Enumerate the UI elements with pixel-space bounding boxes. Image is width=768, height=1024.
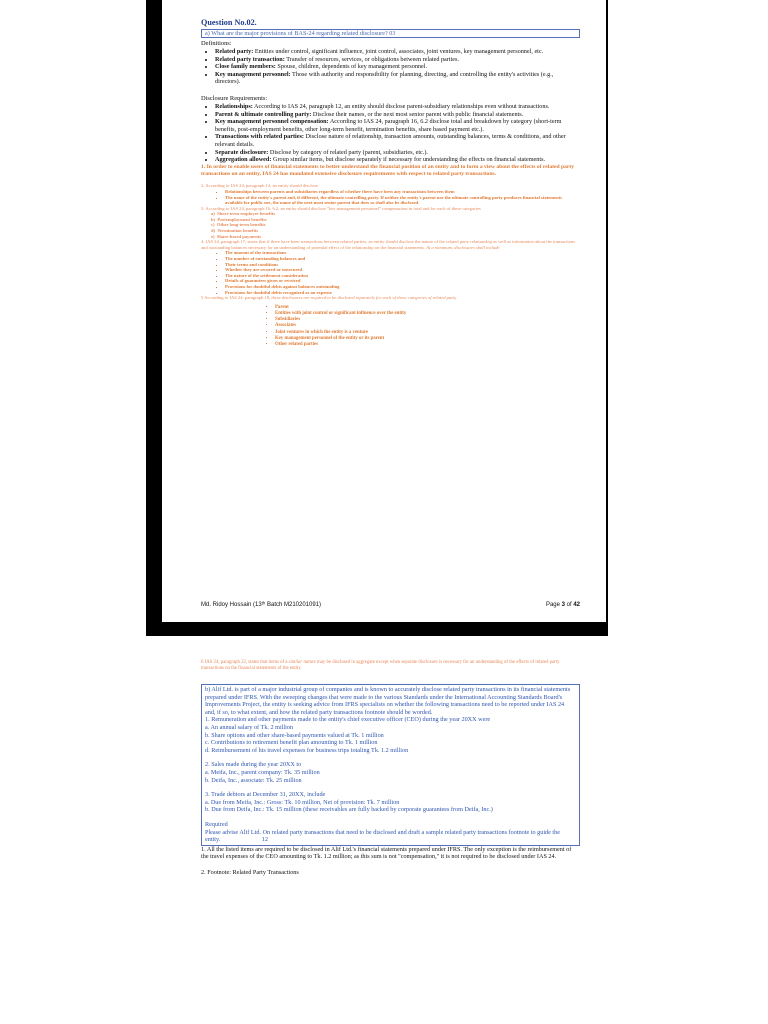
point5-item: ▪ Entities with joint control or significant influence over the entity — [275, 311, 580, 317]
item-3: 3. Trade debtors at December 31, 20XX, include — [205, 791, 326, 799]
footer-page-number: Page 3 of 42 — [545, 602, 580, 608]
point2-item: ▪ Relationships between parents and subsidiaries regardless of whether there have been any transactions between them — [225, 189, 580, 195]
point3-item: Other long-term benefits — [216, 222, 266, 228]
requirement-item: • Parent & ultimate controlling party: Disclose their names, or the next most senior parent with public financial statements. — [215, 111, 580, 119]
point4-item: ▪ Provisions for doubtful debts against balances outstanding — [225, 284, 580, 290]
answer-1: 1. All the listed items are required to be disclosed in Alif Ltd.'s financial statements prepared under IFRS. The only exception is the reimbursement of the travel expenses of the CEO amounting to Tk. 1.2 million; as this sum is not "compensation," it is not required to be disclosed under IAS 24. — [201, 845, 572, 861]
orange-point-6: 6 IAS 24, paragraph 22, states that items of a similar nature may be disclosed in aggregate except when separate disclosure is necessary for an understanding of the effects of related party transactions on the financial statements of the entity. — [201, 660, 560, 671]
item1-entry: b. Share options and other share-based payments valued at Tk. 1 million — [205, 731, 384, 739]
definitions-list — [201, 48, 580, 86]
requirement-item: • Separate disclosure: Disclose by category of related party (parent, subsidiaries, etc.). — [215, 149, 580, 157]
point4-item: ▪ Whether they are secured or unsecured — [225, 267, 580, 273]
requirement-item: • Key management personnel compensation: According to IAS 24, paragraph 16, 6.2 disclose total and breakdown by category (short-term benefits, post-employment benefits, other long-term benefit, termination benefits, share based payment etc.). — [215, 118, 580, 133]
definition-item: • Key management personnel: Those with authority and responsibility for planning, directing, and controlling the entity's activities (e.g., directors). — [215, 71, 580, 86]
point4-item: ▪ Their terms and conditions — [225, 262, 580, 268]
point3-item: Termination benefits — [217, 228, 259, 234]
required-label: Required — [205, 820, 228, 828]
point5-list — [201, 305, 580, 348]
definition-item: • Related party transaction: Transfer of resources, services, or obligations between related parties. — [215, 56, 580, 64]
point4-item: ▪ The number of outstanding balances and — [225, 256, 580, 262]
point5-item: ▪ Associates — [275, 323, 580, 329]
requirements-list — [201, 103, 580, 164]
item1-entry: d. Reimbursement of his travel expenses for business trips totaling Tk. 1.2 million — [205, 746, 409, 754]
question-b-box — [201, 684, 580, 846]
point2-list — [201, 189, 580, 206]
point3-item: Short-term employee benefits — [217, 211, 276, 217]
point5-item: ▪ Subsidiaries — [275, 317, 580, 323]
point3-item: Postemployment benefits — [217, 216, 267, 222]
requirement-item: • Aggregation allowed: Group similar items, but disclose separately if necessary for understanding the effects on financial statements. — [215, 156, 580, 164]
answer-2: 2. Footnote: Related Party Transactions — [201, 868, 299, 876]
point4-item: ▪ The nature of the settlement consideration — [225, 273, 580, 279]
requirement-item: • Transactions with related parties: Disclose nature of relationship, transaction amounts, outstanding balances, terms & conditions, and other relevant details. — [215, 133, 580, 148]
item2-entry: a. Meifa, Inc., parent company: Tk. 35 million — [205, 768, 320, 776]
definitions-label: Definitions: — [201, 40, 232, 47]
point3-item: Share-based payments — [216, 233, 262, 239]
orange-point-2: 2. According to IAS 24, paragraph 12, an entity should disclose — [201, 183, 318, 189]
point4-item: ▪ Details of guarantees given or received — [225, 278, 580, 284]
point5-item: ▪ Other related parties — [275, 342, 580, 348]
orange-point-1: 1. In order to enable users of financial statements to better understand the financial position of an entity and to form a view about the effects of related party transactions on an entity, IAS 24 has mandated extensive disclosure requirements with respect to related party transactions. — [201, 163, 575, 177]
requirement-item: • Relationships: According to IAS 24, paragraph 12, an entity should disclose parent-subsidiary relationships even without transactions. — [215, 103, 580, 111]
point4-item: ▪ The amount of the transactions — [225, 250, 580, 256]
page-footer — [201, 602, 580, 608]
point5-item: ▪ Parent — [275, 305, 580, 311]
disclosure-label: Disclosure Requirements: — [201, 94, 268, 102]
point2-item: ▪ The name of the entity's parent and, if different, the ultimate controlling party. If neither the entity's parent nor the ultimate controlling party produces financial statements available for public use, the name of the next most senior parent that does so shall also be disclosed. — [225, 195, 580, 206]
item3-entry: b. Due from Deifa, Inc.: Tk. 15 million (these receivables are fully backed by corporate guarantees from Deifa, Inc.) — [205, 806, 493, 814]
item1-entry: c. Contributions to retirement benefit plan amounting to Tk. 1 million — [205, 739, 378, 747]
point5-item: ▪ Key management personnel of the entity or its parent — [275, 336, 580, 342]
item2-entry: b. Deifa, Inc., associate: Tk. 25 million — [205, 776, 302, 784]
document-page-4 — [162, 636, 606, 1024]
definition-item: • Close family members: Spouse, children, dependents of key management personnel. — [215, 63, 580, 71]
orange-point-3: 3. According to IAS 24, paragraph 16, 6.2, an entity should disclose "key management personnel" compensation in total and for each of these categories — [201, 205, 481, 211]
question-a-box: a) What are the major provisions of BAS-24 regarding related disclosure? 03 — [201, 29, 580, 38]
point4-list — [201, 250, 580, 295]
orange-point-4: 4. IAS 24, paragraph 17, states that if there have been transactions between related parties, an entity should disclose the nature of the related party relationship as well as information about the transactions and outstanding balances necessary for an understanding of potential effect of the relationship on the financial statements. At a minimum, disclosures shall include — [201, 239, 576, 250]
point4-item: ▪ Provisions for doubtful debts recognized as an expense — [225, 290, 580, 296]
item3-entry: a. Due from Meifa, Inc.: Gross: Tk. 10 million, Net of provision: Tk. 7 million — [205, 798, 400, 806]
item1-entry: a. An annual salary of Tk. 2 million — [205, 723, 294, 731]
document-page-3 — [162, 0, 606, 622]
orange-point-5: 5 According to IAS 24, paragraph 18, these disclosures are required to be disclosed separately for each of these categories of related party — [201, 295, 457, 301]
question-heading: Question No.02. — [201, 18, 257, 27]
definition-item: • Related party: Entities under control, significant influence, joint control, associates, joint ventures, key management personnel, etc. — [215, 48, 580, 56]
required-marks: 12 — [261, 836, 268, 844]
question-b-text: b) Alif Ltd. is part of a major industrial group of companies and is known to accurately disclose related party transactions in its financial statements prepared under IFRS. With the sweeping changes that were made to the various Standards under the International Accounting Standards Board's Improvements Project, the entity is seeking advice from IFRS specialists on whether the following transactions need to be reported under IAS 24 and, if so, to what extent, and how the related party transactions footnote should be worded. — [205, 686, 571, 716]
required-text: Please advise Alif Ltd. On related party transactions that need to be disclosed and draft a sample related party transactions footnote to guide the entity. 12 — [205, 828, 560, 844]
point5-item: ▪ Joint ventures in which the entity is a venture — [275, 330, 580, 336]
item-2: 2. Sales made during the year 20XX to — [205, 761, 302, 769]
item-1: 1. Remuneration and other payments made to the entity's chief executive officer (CEO) during the year 20XX were — [205, 716, 491, 724]
point3-list: a) Short-term employee benefits b) Postemployment benefits c) Other long-term benefits d) Termination benefits e) Share-based payments — [211, 211, 276, 239]
footer-author: Md. Ridoy Hossain (13ᵗʰ Batch M210201091) — [201, 602, 322, 608]
